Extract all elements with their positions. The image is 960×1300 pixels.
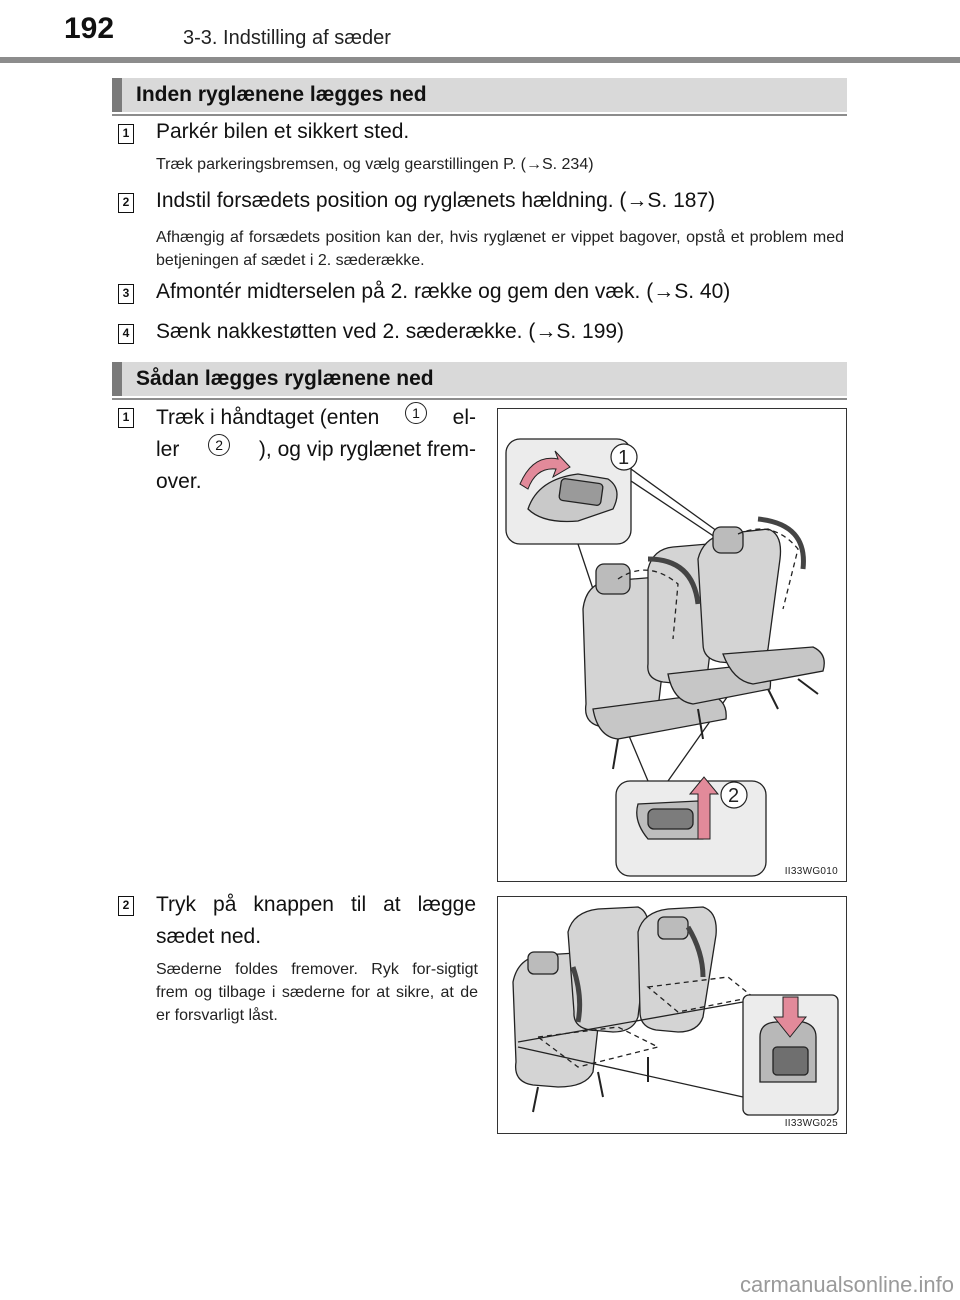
step-number-box: 4 [118, 324, 134, 344]
figure-seat-folding [497, 896, 847, 1134]
step-line [156, 402, 476, 434]
step-text [156, 117, 409, 147]
page-reference: S. 234) [541, 156, 594, 173]
right-arrow-icon: → [653, 280, 675, 303]
right-arrow-icon: → [535, 320, 557, 343]
step-note [156, 153, 594, 176]
step-text-part: ler [156, 438, 180, 461]
step-text-part: Afmontér midterselen på 2. række og gem den væk. ( [156, 280, 654, 303]
step-number-box: 3 [118, 284, 134, 304]
callout-label-1: 1 [618, 447, 630, 469]
step-text [156, 186, 715, 216]
step-number-box: 2 [118, 896, 134, 916]
step-text [156, 402, 476, 498]
step-text-part: el- [452, 406, 476, 429]
running-title: 3-3. Indstilling af sæder [183, 27, 391, 49]
step-note: Afhængig af forsædets position kan der, hvis ryglænet er vippet bagover, opstå et problem med betjeningen af sædet i 2. sæderække. [156, 229, 844, 269]
page-number: 192 [64, 12, 115, 45]
seat-lever-illustration [498, 409, 845, 880]
step-text-part: ), og vip ryglænet frem- [258, 438, 476, 461]
page-reference: S. 40) [674, 280, 731, 303]
step-text-part: Parkér bilen et sikkert sted. [156, 120, 410, 143]
step-text: Tryk på knappen til at lægge sædet ned. [156, 893, 476, 948]
callout-1: 1 [405, 402, 427, 424]
callout-label-2: 2 [728, 785, 740, 807]
step-text-part: Indstil forsædets position og ryglænets hældning. ( [156, 189, 627, 212]
note-text-part: Træk parkeringsbremsen, og vælg gearstillingen P. ( [156, 156, 526, 173]
step-number-box: 2 [118, 193, 134, 213]
seat-folding-illustration [498, 897, 845, 1132]
page-reference: S. 187) [647, 189, 716, 212]
watermark: carmanualsonline.info [739, 1272, 954, 1297]
step-note: Sæderne foldes fremover. Ryk for-sigtigt frem og tilbage i sæderne for at sikre, at de er forsvarligt låst. [156, 961, 478, 1024]
step-text [156, 317, 624, 347]
right-arrow-icon: → [626, 189, 648, 212]
figure-seat-lever [497, 408, 847, 882]
section-underline [112, 114, 847, 116]
page-reference: S. 199) [556, 320, 625, 343]
step-line [156, 434, 476, 466]
section-title-folding: Sådan lægges ryglænene ned [112, 362, 847, 396]
step-text-part: Sænk nakkestøtten ved 2. sæderække. ( [156, 320, 536, 343]
callout-2: 2 [208, 434, 230, 456]
step-number-box: 1 [118, 124, 134, 144]
figure-code: II33WG010 [784, 866, 838, 877]
figure-code: II33WG025 [784, 1118, 838, 1129]
step-number-box: 1 [118, 408, 134, 428]
right-arrow-icon: → [525, 156, 542, 173]
section-underline [112, 398, 847, 400]
step-text-part: Træk i håndtaget (enten [156, 406, 380, 429]
step-text [156, 277, 730, 307]
section-title-before-folding: Inden ryglænene lægges ned [112, 78, 847, 112]
step-line: over. [156, 470, 202, 493]
header-rule [0, 57, 960, 63]
